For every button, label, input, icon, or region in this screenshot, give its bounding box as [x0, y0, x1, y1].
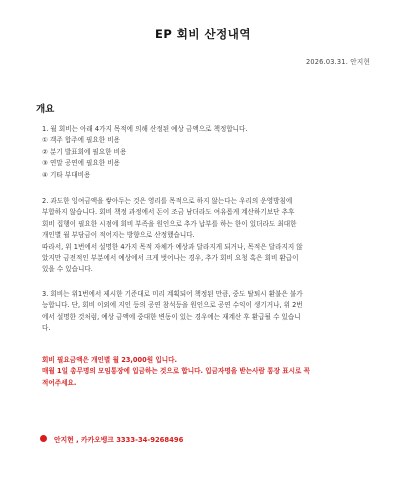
fee-notice-line: 적어주세요. — [42, 378, 77, 387]
paragraph-3-line: 능합니다. 단, 회비 이외에 지인 등의 공연 참석등을 원인으로 공연 수익이 생기거나, 위 2번 — [42, 301, 303, 310]
paragraph-3 — [42, 289, 372, 335]
date-author: 2026.03.31. 안지현 — [305, 58, 370, 66]
paragraph-2-line: 2. 과도한 잉여금액을 쌓아두는 것은 영리를 목적으로 하지 않는다는 우리의 운영방침에 — [42, 197, 293, 205]
list-item: ① 객주 합주에 필요한 비용 — [42, 136, 120, 145]
paragraph-3-line: 다. — [42, 324, 51, 333]
paragraph-2-line: 개인별 월 부담금이 적어지는 방향으로 산정했습니다. — [42, 231, 195, 240]
fee-notice-line: 회비 필요금액은 개인별 월 23,000원 입니다. — [42, 356, 177, 364]
paragraph-3-line: 3. 회비는 위1번에서 제시한 기준대로 미리 계획되어 책정된 만큼, 중도 탈퇴시 환불은 불가 — [42, 290, 303, 298]
list-item: ② 분기 발표회에 필요한 비용 — [42, 147, 127, 156]
fee-notice-line: 매월 1일 총무명의 모임통장에 입금하는 것으로 합니다. 입금자명을 받는사람 통장 표시로 꼭 — [42, 367, 311, 376]
paragraph-2 — [42, 196, 372, 276]
paragraph-2-line: 회비 집행이 필요한 시점에 회비 부족을 원인으로 추가 납부를 하는 한이 있더라도 최대한 — [42, 219, 297, 228]
document-title: EP 회비 산정내역 — [155, 27, 251, 41]
paragraph-2-line: 았지만 금전적인 부분에서 예상에서 크게 벗어나는 경우, 추가 회비 요청 혹은 회비 환급이 — [42, 254, 299, 263]
paragraph-1 — [42, 124, 372, 181]
bank-account-info: 안지현 , 카카오뱅크 3333-34-9268496 — [54, 436, 184, 444]
section-heading: 개요 — [36, 104, 55, 115]
paragraph-2-line: 있을 수 있습니다. — [42, 265, 93, 274]
paragraph-3-line: 에서 설명한 것처럼, 예상 금액에 중대한 변동이 있는 경우에는 재계산 후 환급될 수 있습니 — [42, 312, 301, 321]
fee-notice — [42, 355, 372, 389]
paragraph-2-line: 부합하지 않습니다. 회비 책정 과정에서 돈이 조금 남더라도 여유롭게 계산하기보단 추후 — [42, 208, 295, 217]
list-item: ③ 연말 공연에 필요한 비용 — [42, 159, 120, 168]
paragraph-1-line: 1. 월 회비는 아래 4가지 목적에 의해 산정된 예상 금액으로 책정합니다. — [42, 125, 248, 133]
paragraph-2-line: 따라서, 위 1번에서 설명한 4가지 목적 자체가 예상과 달라지게 되거나, 목적은 달라지지 않 — [42, 242, 303, 251]
list-item: ④ 기타 부대비용 — [42, 170, 91, 179]
red-bullet-icon — [40, 435, 47, 442]
